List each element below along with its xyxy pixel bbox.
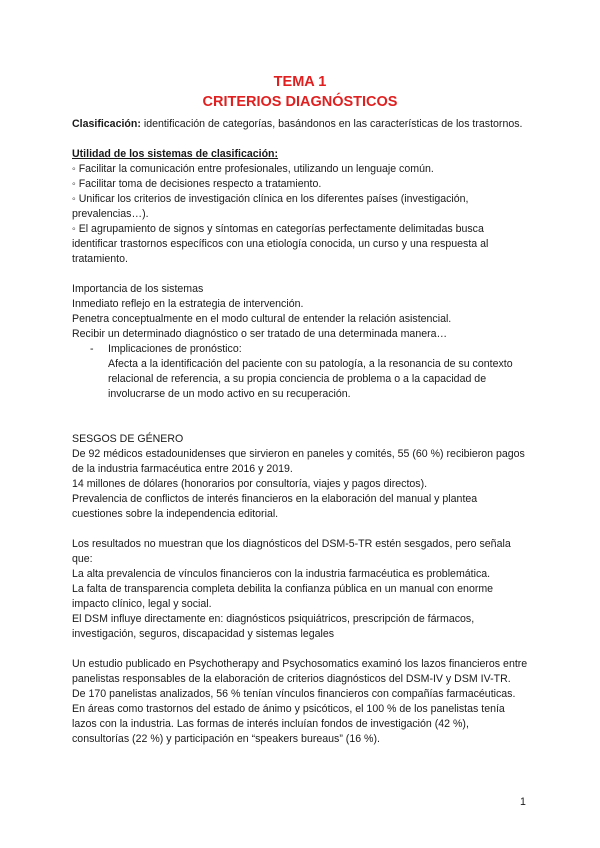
importancia-heading: Importancia de los sistemas [72, 283, 204, 295]
clasificacion-text: identificación de categorías, basándonos en las características de los trastornos. [140, 118, 523, 130]
utilidad-item: ◦ Facilitar la comunicación entre profesionales, utilizando un lenguaje común. [72, 163, 434, 175]
sesgos-heading: SESGOS DE GÉNERO [72, 433, 184, 445]
estudio-line: Un estudio publicado en Psychotherapy and Psychosomatics examinó los lazos financieros entre panelistas responsables de la elaboración de criterios diagnósticos del DSM-IV y DSM IV-TR. [72, 658, 528, 685]
importancia-line: Inmediato reflejo en la estrategia de intervención. [72, 298, 304, 310]
utilidad-heading: Utilidad de los sistemas de clasificación: [72, 148, 279, 160]
pronostico-list-item [72, 342, 528, 357]
sesgos-line: Prevalencia de conflictos de interés financieros en la elaboración del manual y plantea cuestiones sobre la independencia editorial. [72, 493, 478, 520]
resultados-line: Los resultados no muestran que los diagnósticos del DSM-5-TR estén sesgados, pero señala que: [72, 538, 511, 565]
utilidad-item: ◦ Unificar los criterios de investigación clínica en los diferentes países (investigación, prevalencias…). [72, 193, 469, 220]
page-subtitle: CRITERIOS DIAGNÓSTICOS [202, 94, 398, 110]
sesgos-line: 14 millones de dólares (honorarios por consultoría, viajes y pagos directos). [72, 478, 428, 490]
clasificacion-label: Clasificación: [72, 118, 141, 130]
page-content [72, 72, 528, 747]
dash-bullet: - [90, 343, 94, 355]
sesgos-line: De 92 médicos estadounidenses que sirvieron en paneles y comités, 55 (60 %) recibieron pagos de la industria farmacéutica entre 2016 y 2019. [72, 448, 525, 475]
utilidad-item: ◦ El agrupamiento de signos y síntomas en categorías perfectamente delimitadas busca identificar trastornos específicos con una etiología conocida, un curso y una respuesta al tratamiento. [72, 223, 489, 265]
page-title: TEMA 1 [273, 74, 327, 90]
importancia-line: Recibir un determinado diagnóstico o ser tratado de una determinada manera… [72, 328, 448, 340]
estudio-line: De 170 panelistas analizados, 56 % tenían vínculos financieros con compañías farmacéuticas. En áreas como trastornos del estado de ánimo y psicóticos, el 100 % de los panelistas tenía lazos con la industria. Las formas de interés incluían fondos de investigación (42 %), consultorías (22 %) y participación en “speakers bureaus” (16 %). [72, 688, 516, 745]
resultados-line: La alta prevalencia de vínculos financieros con la industria farmacéutica es problemática. [72, 568, 491, 580]
utilidad-item: ◦ Facilitar toma de decisiones respecto a tratamiento. [72, 178, 322, 190]
pronostico-label: Implicaciones de pronóstico: [108, 343, 242, 355]
resultados-line: La falta de transparencia completa debilita la confianza pública en un manual con enorme impacto clínico, legal y social. [72, 583, 494, 610]
resultados-line: El DSM influye directamente en: diagnósticos psiquiátricos, prescripción de fármacos, investigación, seguros, discapacidad y sistemas legales [72, 613, 475, 640]
pronostico-detail: Afecta a la identificación del paciente con su patología, a la resonancia de su contexto relacional de referencia, a su propia conciencia de problema o a la capacidad de involucrarse de un modo activo en su recuperación. [108, 358, 513, 400]
importancia-line: Penetra conceptualmente en el modo cultural de entender la relación asistencial. [72, 313, 452, 325]
page-number: 1 [520, 796, 526, 808]
clasificacion-paragraph [72, 117, 528, 132]
